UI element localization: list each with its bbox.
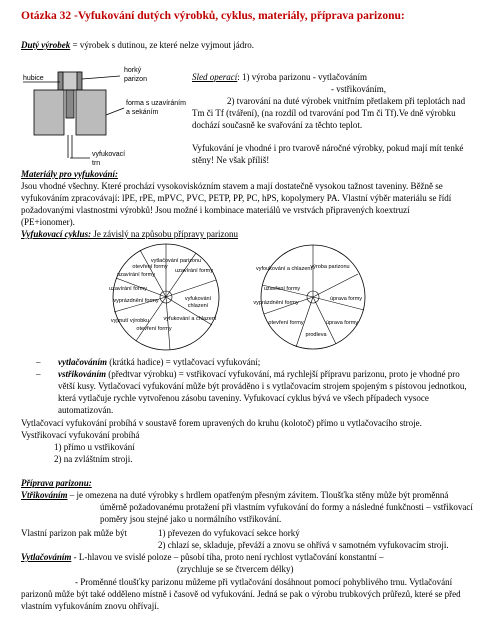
materialy-l2: vyfukováním zpracovávají: lPE, rPE, mPVC, PVC, PETP, PP, PC, hPS, kopolymery PA. Vlastní výběr materiálu se řídí xyxy=(21,193,452,203)
bullet-2 xyxy=(58,369,460,380)
sled-line4: Tm či Tf (tváření), (na rozdíl od tvarování pod Tm či Tf).Ve dně výrobku xyxy=(192,108,456,118)
dr-label-0: vyfoukování a chlazení xyxy=(256,266,312,272)
label-forma2: a sekáním xyxy=(126,109,159,116)
dl-label-5: vyjmutí výrobku xyxy=(110,318,150,324)
label-parizon: parizon xyxy=(124,76,147,83)
priprava-vy-l3: - Proměnné tloušťky parizonu můžeme při vytlačování dosáhnout pomocí pohyblivého trnu. Vytlačování xyxy=(75,577,453,587)
cycle-diagram-right xyxy=(250,240,380,355)
sled-step1: : 1) výroba parizonu - vytlačováním xyxy=(237,72,367,82)
definition xyxy=(21,40,254,51)
sled-line3: 2) tvarování na duté výrobek vnitřním přetlakem při teplotách nad xyxy=(227,96,466,106)
blow-molding-figure xyxy=(20,60,190,172)
dr-label-3: úprava formy xyxy=(325,320,359,326)
definition-text: = výrobek s dutinou, ze které nelze vyjmout jádro. xyxy=(70,40,255,50)
priprava-vy-l1 xyxy=(21,552,384,563)
label-vyfuk2: trn xyxy=(92,160,101,167)
priprava-vs-l3: poměry jsou stejné jako u normálního vstřikování. xyxy=(100,514,282,524)
materialy-l3: požadovanými vlastnostmi výrobků! Jsou možné i kombinace materiálů ve vrstvách připravených koextruzí xyxy=(21,205,410,215)
cycle-diagram-left xyxy=(96,240,246,355)
bullet-dash-2: – xyxy=(36,369,41,379)
priprava-vy-l2: (zrychluje se se čtvercem délky) xyxy=(177,564,294,574)
sled-line7: stěny! Ne však příliš! xyxy=(192,155,270,165)
dr-label-4: prodleva xyxy=(305,332,327,338)
bullet-1-term: vytlačováním xyxy=(58,357,107,367)
sled-label: Sled operací xyxy=(192,72,238,82)
dl-label-2: vyfukování xyxy=(184,296,212,302)
dl-label-3: chlazení xyxy=(187,303,209,309)
priprava-vp-1: 1) převezen do vyfukovací sekce horký xyxy=(158,528,300,538)
label-forma1: forma s uzavíráním xyxy=(126,100,186,107)
dl-label-7: vyprázdnění formy xyxy=(113,298,159,304)
sled-line2: - vstřikováním, xyxy=(331,84,386,94)
priprava-vs-l1 xyxy=(21,490,448,501)
dl-label-1: uzavírání formy xyxy=(175,268,213,274)
bullet-1-text: (krátká hadice) = vytlačovací vyfukování; xyxy=(107,357,261,367)
cyklus-line xyxy=(21,229,238,240)
dl-label-10: vyfukování a chlazení xyxy=(163,316,217,322)
cyklus-heading: Vyfukovací cyklus: xyxy=(21,229,92,239)
sled-line1 xyxy=(192,72,367,83)
bullet-2-l2: větší kusy. Vytlačovací vyfukování může být prováděno i s vytlačovacím strojem spojeným s pístovou jednotkou, xyxy=(58,381,467,391)
bullet-1 xyxy=(58,357,260,368)
dl-label-0: vytlačování parizonu xyxy=(150,258,202,264)
dl-label-8: otevření formy xyxy=(132,264,168,270)
after-l2: Vystřikovací vyfukování probíhá xyxy=(21,430,140,440)
materialy-l1: Jsou vhodné všechny. Které prochází vysokoviskózním stavem a mají dostatečně vysokou tažnost taveniny. Běžně se xyxy=(21,181,443,191)
bullet-2-term: vstřikováním xyxy=(58,369,107,379)
priprava-vy-l5: vlastním vyfukováním znovu ohřívají. xyxy=(21,601,159,611)
priprava-vs-l2: úměrně požadovanému protažení při vlastním vyfukování do formy a následné funkčnosti – vstřikovací xyxy=(100,502,473,512)
label-vyfuk1: vyfukovací xyxy=(92,151,126,158)
dr-label-1: výroba parizonu xyxy=(310,264,350,270)
dl-label-6: uzavírání formy xyxy=(109,286,147,292)
dr-label-7: uzavření formy xyxy=(263,286,301,292)
priprava-vp-2: 2) chlazí se, skladuje, převáží a znovu se ohřívá v samotném vyfukovacím stroji. xyxy=(158,540,449,550)
after-l4: 2) na zvláštním stroji. xyxy=(54,454,133,464)
cyklus-text: Je závislý na způsobu přípravy parizonu xyxy=(91,229,239,239)
dr-label-6: vyprázdnění formy xyxy=(253,300,299,306)
bullet-2-l1: (předtvar výrobku) = vstřikovací vyfukování, má rychlejší přípravu parizonu, proto je vhodné pro xyxy=(106,369,460,379)
priprava-vy-l4: parizonů může být také odděleno místně i časově od vyfukování. Jedná se pak o výrobu trubkových průřezů, které se před xyxy=(21,589,461,599)
definition-term: Dutý výrobek xyxy=(21,40,71,50)
bullet-dash-1: – xyxy=(36,357,41,367)
label-hubice: hubice xyxy=(23,75,44,82)
dr-label-5: otevření formy xyxy=(268,320,304,326)
dr-label-2: úprava formy xyxy=(329,296,363,302)
sled-line6: Vyfukování je vhodné i pro tvarově náročné výrobky, pokud mají mít tenké xyxy=(192,143,464,153)
bullet-2-l3: která vytlačuje rychle vytvořenou zásobu taveniny. Vyfukovací cyklus bývá ve všech případech vysoce xyxy=(58,393,429,403)
priprava-vs-term: Vtřikováním xyxy=(21,490,68,500)
priprava-vs-text: – je omezena na duté výrobky s hrdlem opatřeným přesným závitem. Tloušťka stěny může být proměnná xyxy=(67,490,449,500)
page-title: Otázka 32 -Vyfukování dutých výrobků, cyklus, materiály, příprava parizonu: xyxy=(21,10,405,22)
priprava-heading: Příprava parizonu: xyxy=(21,478,92,488)
priprava-vy-text: - L-hlavou ve svislé poloze – působí tíha, proto není rychlost vytlačování konstantní – xyxy=(71,552,384,562)
sled-line5: dochází současně ke svařování za těchto teplot. xyxy=(192,120,363,130)
dl-label-9: uzavírání formy xyxy=(117,272,155,278)
label-horky: horký xyxy=(124,67,142,74)
materialy-l4: (PE+ionomer). xyxy=(21,217,75,227)
priprava-vp-label: Vlastní parizon pak může být xyxy=(21,528,127,538)
bullet-2-l4: automatizován. xyxy=(58,405,114,415)
after-l1: Vytlačovací vyfukování probíhá v soustavě forem upravených do kruhu (kolotoč) přímo u vytlačovacího stroje. xyxy=(21,418,422,428)
dl-label-4: otevření formy xyxy=(136,326,172,332)
materialy-heading: Materiály pro vyfukování: xyxy=(21,169,118,179)
priprava-vy-term: Vytlačováním xyxy=(21,552,72,562)
after-l3: 1) přímo u vstřikování xyxy=(54,442,135,452)
